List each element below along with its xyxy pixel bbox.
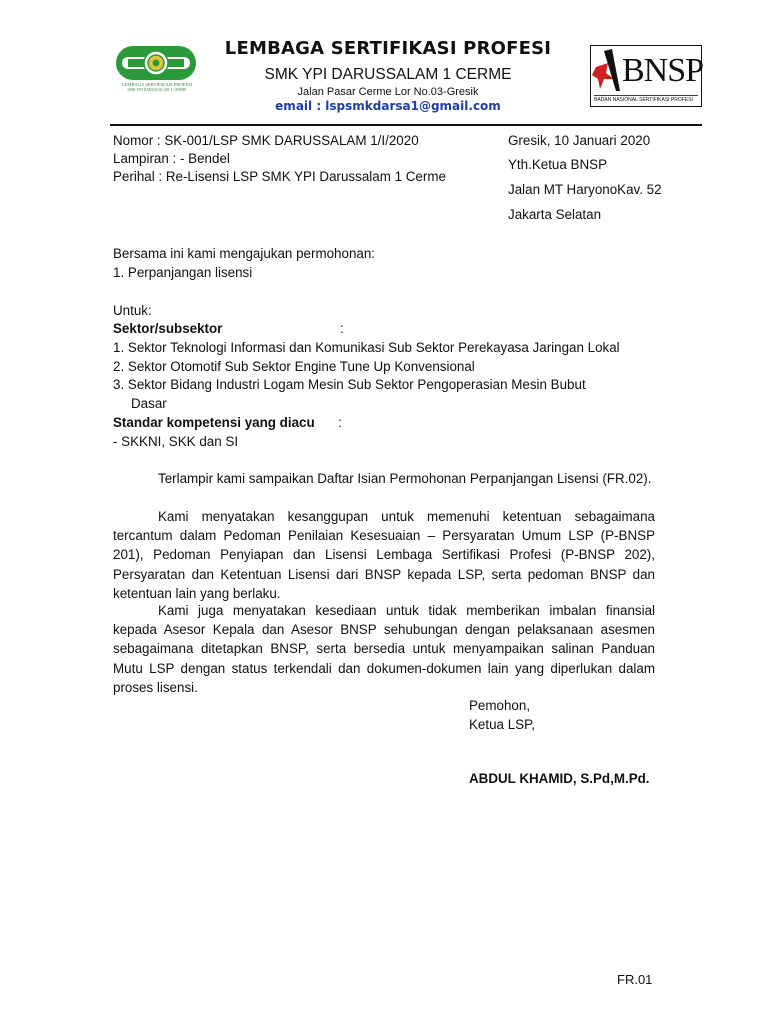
request-item: 1. Perpanjangan lisensi bbox=[113, 265, 253, 280]
signer-name: ABDUL KHAMID, S.Pd,M.Pd. bbox=[469, 771, 650, 786]
sektor-item-1: 1. Sektor Teknologi Informasi dan Komunikasi Sub Sektor Perekayasa Jaringan Lokal bbox=[113, 340, 620, 355]
paragraph-3: Kami juga menyatakan kesediaan untuk tidak memberikan imbalan finansial kepada Asesor Kepala dan Asesor BNSP sehubungan dengan pelaksanaan asesmen sebagaimana ditetapkan BNSP, serta bersedia untuk menyampaikan salinan Panduan Mutu LSP dengan status terkendali dan dokumen-dokumen lain yang diperlukan dalam proses lisensi. bbox=[113, 603, 655, 695]
paragraph-1: Terlampir kami sampaikan Daftar Isian Permohonan Perpanjangan Lisensi (FR.02). bbox=[158, 471, 652, 486]
bnsp-logo bbox=[590, 45, 702, 107]
letterhead-title: LEMBAGA SERTIFIKASI PROFESI bbox=[224, 38, 552, 59]
lsp-logo-line1: LEMBAGA SERTIFIKASI PROFESI bbox=[121, 82, 193, 87]
letterhead-divider bbox=[110, 124, 702, 126]
letter-recipient-address-1: Jalan MT HaryonoKav. 52 bbox=[508, 182, 662, 197]
bnsp-logo-name: BNSP bbox=[622, 52, 704, 89]
letter-nomor: Nomor : SK-001/LSP SMK DARUSSALAM 1/I/2020 bbox=[113, 133, 419, 148]
letter-recipient: Yth.Ketua BNSP bbox=[508, 157, 607, 172]
letterhead-email: email : lspsmkdarsa1@gmail.com bbox=[275, 99, 501, 113]
sektor-colon: : bbox=[340, 321, 344, 336]
standar-value: - SKKNI, SKK dan SI bbox=[113, 434, 239, 449]
lsp-emblem-icon bbox=[114, 44, 198, 84]
letter-lampiran: Lampiran : - Bendel bbox=[113, 151, 230, 166]
sign-role-1: Pemohon, bbox=[469, 698, 531, 713]
sign-role-2: Ketua LSP, bbox=[469, 717, 536, 732]
letterhead-school: SMK YPI DARUSSALAM 1 CERME bbox=[264, 66, 512, 83]
standar-label: Standar kompetensi yang diacu bbox=[113, 415, 315, 430]
letter-intro: Bersama ini kami mengajukan permohonan: bbox=[113, 246, 376, 261]
letterhead-address: Jalan Pasar Cerme Lor No.03-Gresik bbox=[297, 86, 479, 98]
form-code: FR.01 bbox=[617, 972, 653, 987]
sektor-item-3-cont: Dasar bbox=[131, 396, 167, 411]
standar-colon: : bbox=[338, 415, 342, 430]
letter-perihal: Perihal : Re-Lisensi LSP SMK YPI Darussalam 1 Cerme bbox=[113, 169, 446, 184]
sektor-item-2: 2. Sektor Otomotif Sub Sektor Engine Tune Up Konvensional bbox=[113, 359, 475, 374]
letter-date: Gresik, 10 Januari 2020 bbox=[508, 133, 651, 148]
bnsp-logo-sub: BADAN NASIONAL SERTIFIKASI PROFESI bbox=[594, 97, 693, 103]
sektor-item-3: 3. Sektor Bidang Industri Logam Mesin Sub Sektor Pengoperasian Mesin Bubut bbox=[113, 377, 586, 392]
letter-recipient-address-2: Jakarta Selatan bbox=[508, 207, 602, 222]
untuk-label: Untuk: bbox=[113, 303, 152, 318]
paragraph-2: Kami menyatakan kesanggupan untuk memenuhi ketentuan sebagaimana tercantum dalam Pedoman Penilaian Kesesuaian – Persyaratan Umum LSP (P-BNSP 201), Pedoman Penyiapan dan Lisensi Lembaga Sertifikasi Profesi (P-BNSP 202), Persyaratan dan Ketentuan Lisensi dari BNSP kepada LSP, serta pedoman BNSP dan ketentuan lain yang berlaku. bbox=[113, 509, 655, 601]
lsp-logo-line2: SMK YPI DARUSSALAM 1 CERME bbox=[127, 88, 187, 92]
sektor-label: Sektor/subsektor bbox=[113, 321, 223, 336]
lsp-logo bbox=[114, 44, 198, 102]
